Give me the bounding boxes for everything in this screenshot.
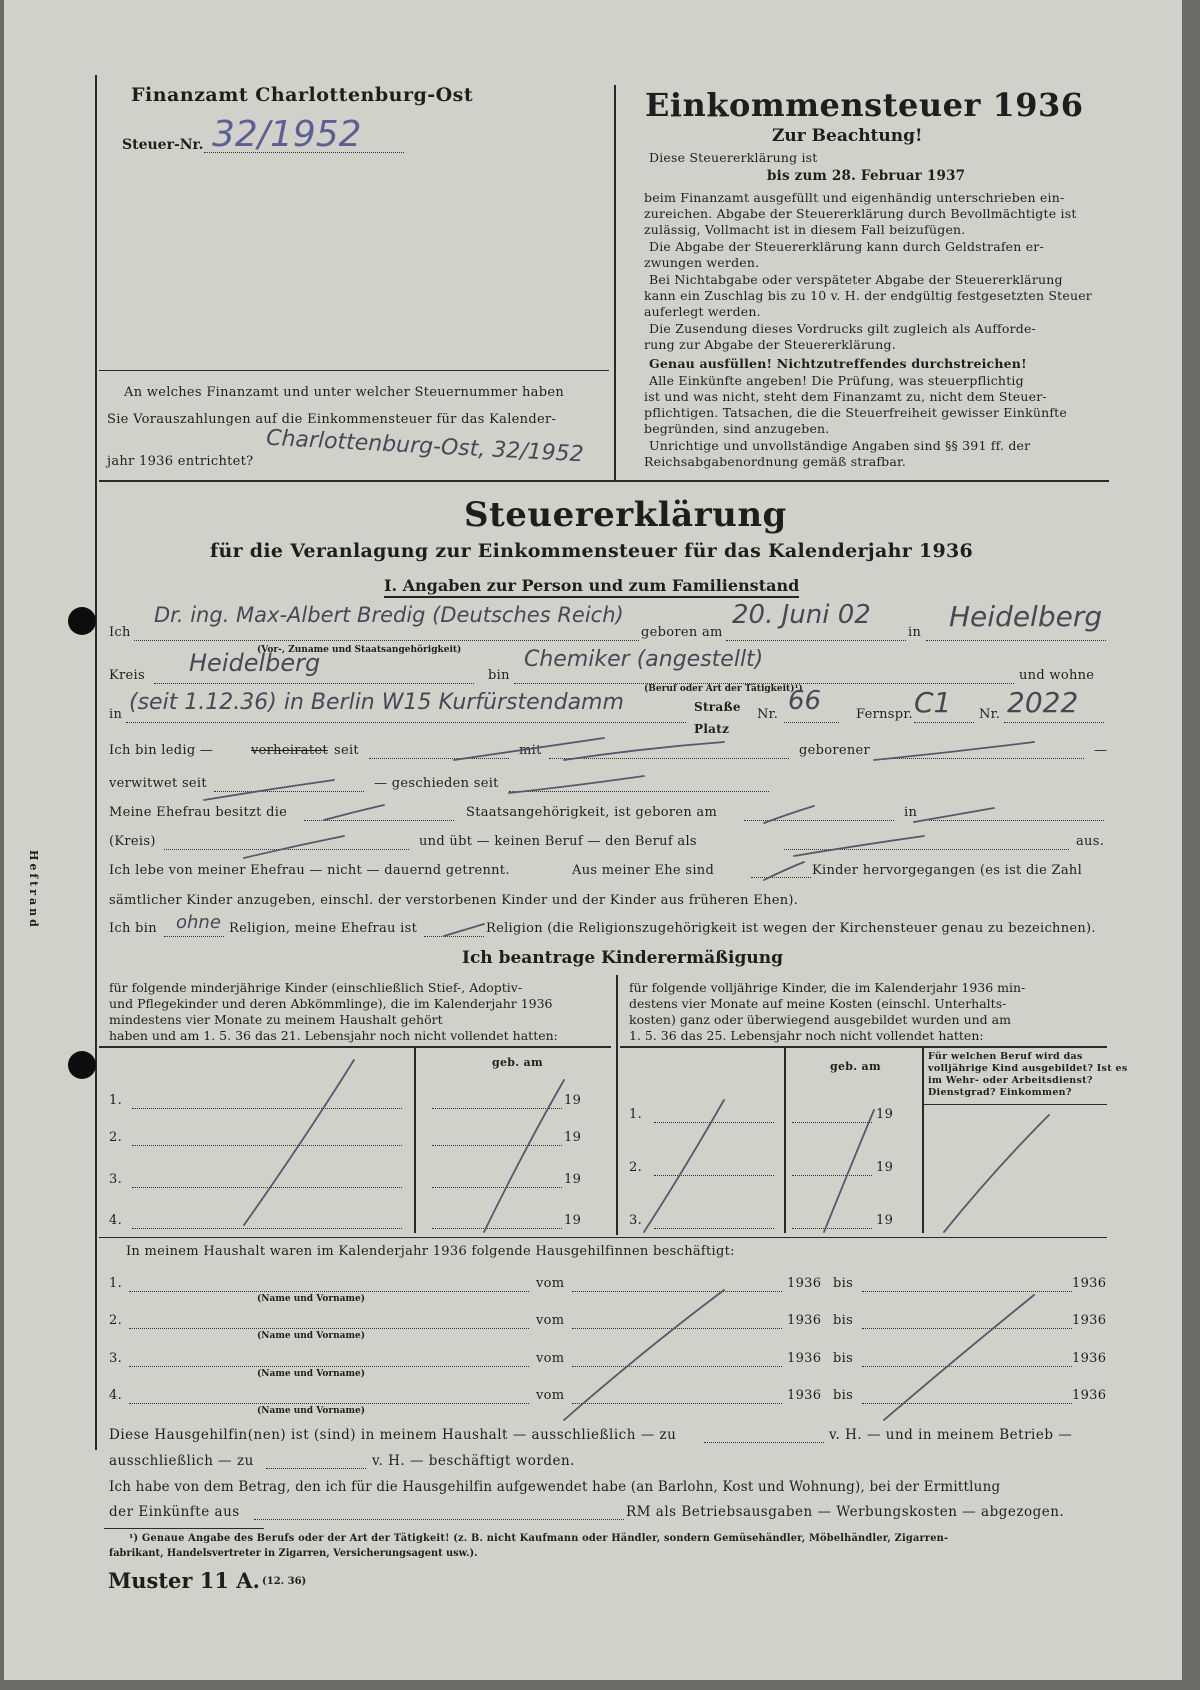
form-title: Steuererklärung [464, 495, 787, 535]
children-bottom-rule [99, 1237, 1107, 1238]
geborener-label: geborener [799, 743, 871, 758]
adult-row-num: 1. [629, 1107, 643, 1122]
house-number: 66 [788, 686, 822, 716]
minor-row-dots [132, 1228, 402, 1229]
adult-year-prefix: 19 [876, 1213, 894, 1228]
notice-line: beim Finanzamt ausgefüllt und eigenhändig unterschrieben ein- [644, 190, 1065, 205]
helper-vom: vom [536, 1313, 565, 1328]
helper-name-dots [129, 1291, 529, 1292]
birth-date-dots [726, 640, 906, 641]
born-label: geboren am [641, 625, 723, 640]
minor-year-prefix: 19 [564, 1130, 582, 1145]
children-note-cont: sämtlicher Kinder anzugeben, einschl. der verstorbenen Kinder und der Kinder aus früheren Ehen). [109, 893, 799, 908]
adult-col3-header: volljährige Kind ausgebildet? Ist es [928, 1063, 1128, 1074]
tax-no-label: Steuer-Nr. [122, 137, 204, 153]
helper-name-dots [129, 1328, 529, 1329]
adult-col3-header: im Wehr- oder Arbeitsdienst? [928, 1075, 1093, 1086]
children-note-label: Kinder hervorgegangen (es ist die Zahl [812, 863, 1083, 878]
margin-label: Heftrand [27, 850, 40, 930]
minor-row-num: 2. [109, 1130, 123, 1145]
helper-to-dots [862, 1366, 1072, 1367]
name-caption: (Vor-, Zuname und Staatsangehörigkeit) [257, 645, 462, 655]
residence-value: (seit 1.12.36) in Berlin W15 Kurfürstendamm [129, 690, 624, 715]
religion-label: Ich bin [109, 921, 157, 936]
helper-from-dots [572, 1328, 782, 1329]
children-divider [616, 975, 618, 1235]
verwitwet-label: verwitwet seit [109, 776, 207, 791]
helper-to-dots [862, 1328, 1072, 1329]
ich-label: Ich [109, 625, 131, 640]
religion-value: ohne [176, 912, 221, 933]
adult-row-dots [654, 1175, 774, 1176]
prior-q-line3: jahr 1936 entrichtet? [107, 454, 254, 469]
helper-name-dots [129, 1366, 529, 1367]
verheiratet-label: verheiratet [251, 743, 328, 758]
minor-date-dots [432, 1228, 562, 1229]
form-subtitle: für die Veranlagung zur Einkommensteuer für das Kalenderjahr 1936 [210, 540, 974, 562]
minor-table-rule [99, 1046, 611, 1048]
wife-place-dots [929, 820, 1104, 821]
adult-row-dots [654, 1228, 774, 1229]
name-dots [134, 640, 639, 641]
strasse-label: Straße [694, 700, 741, 714]
geborener-dots [884, 758, 1084, 759]
adult-col-divider [784, 1048, 786, 1233]
helper-cost-line2: der Einkünfte aus [109, 1504, 240, 1520]
religion-note: Religion (die Religionszugehörigkeit ist wegen der Kirchensteuer genau zu bezeichnen). [486, 921, 1096, 936]
minor-year-prefix: 19 [564, 1172, 582, 1187]
phone-label: Fernspr. [856, 707, 913, 722]
minor-date-dots [432, 1187, 562, 1188]
verwitwet-dots [214, 791, 364, 792]
notice-line: Diese Steuererklärung ist [649, 150, 818, 165]
helper-employment-line2b: v. H. — beschäftigt worden. [372, 1453, 575, 1469]
helper-to-dots [862, 1403, 1072, 1404]
minor-row-num: 1. [109, 1093, 123, 1108]
kreis-wife-label: (Kreis) [109, 834, 156, 849]
adult-text: 1. 5. 36 das 25. Lebensjahr noch nicht vollendet hatten: [629, 1028, 984, 1043]
notice-line: rung zur Abgabe der Steuererklärung. [644, 337, 896, 352]
minor-text: mindestens vier Monate zu meinem Haushalt gehört [109, 1012, 443, 1027]
prior-q-line1: An welches Finanzamt und unter welcher Steuernummer haben [124, 385, 565, 400]
wife-religion-label: Religion, meine Ehefrau ist [229, 921, 418, 936]
adult-col3-header: Für welchen Beruf wird das [928, 1051, 1083, 1062]
helper-bis: bis [833, 1388, 854, 1403]
wife-religion-dots [424, 936, 484, 937]
platz-label: Platz [694, 722, 730, 736]
adult-row-num: 3. [629, 1213, 643, 1228]
adult-date-dots [792, 1122, 872, 1123]
taxpayer-name: Dr. ing. Max-Albert Bredig (Deutsches Reich) [154, 603, 624, 627]
house-no-dots [784, 722, 839, 723]
prior-payments-rule [99, 370, 609, 371]
seit-label: seit [334, 743, 359, 758]
notice-line: zulässig, Vollmacht ist in diesem Fall beizufügen. [644, 222, 966, 237]
helper-year-end: 1936 [1072, 1388, 1107, 1403]
notice-line: Reichsabgabenordnung gemäß strafbar. [644, 454, 907, 469]
wife-in-label: in [904, 805, 918, 820]
children-title: Ich beantrage Kinderermäßigung [462, 948, 783, 968]
helper-cost-line2b: RM als Betriebsausgaben — Werbungskosten — abgezogen. [626, 1504, 1065, 1520]
tax-office-name: Finanzamt Charlottenburg-Ost [131, 84, 474, 106]
helper-bis: bis [833, 1276, 854, 1291]
notice-line: Alle Einkünfte angeben! Die Prüfung, was steuerpflichtig [649, 373, 1024, 388]
wife-citizenship-dots [304, 820, 454, 821]
adult-table-rule [620, 1046, 1107, 1048]
helper-year-end: 1936 [1072, 1351, 1107, 1366]
footnote-rule [104, 1528, 264, 1529]
footnote-line1: ¹) Genaue Angabe des Berufs oder der Art der Tätigkeit! (z. B. nicht Kaufmann oder Händler, sondern Gemüsehändler, Möbelhändler, Zigarren- [129, 1533, 949, 1544]
prior-q-line2: Sie Vorauszahlungen auf die Einkommensteuer für das Kalender- [107, 412, 557, 427]
kreis-wife-dots [164, 849, 409, 850]
kreis-value: Heidelberg [189, 649, 321, 677]
minor-row-num: 3. [109, 1172, 123, 1187]
minor-row-dots [132, 1145, 402, 1146]
helper-row-num: 3. [109, 1351, 123, 1366]
helper-to-dots [862, 1291, 1072, 1292]
adult-year-prefix: 19 [876, 1160, 894, 1175]
helper-percent-dots [704, 1442, 824, 1443]
nr-label: Nr. [757, 707, 779, 722]
geschieden-dots [509, 791, 769, 792]
residence-dots [126, 722, 686, 723]
footnote-line2: fabrikant, Handelsvertreter in Zigarren, Versicherungsagent usw.). [109, 1548, 478, 1559]
section-heading: I. Angaben zur Person und zum Familienstand [384, 576, 799, 598]
occupation-caption: (Beruf oder Art der Tätigkeit)¹) [644, 684, 803, 694]
helper-employment-line1b: v. H. — und in meinem Betrieb — [829, 1427, 1073, 1443]
minor-year-prefix: 19 [564, 1093, 582, 1108]
helper-employment-line1: Diese Hausgehilfin(nen) ist (sind) in meinem Haushalt — ausschließlich — zu [109, 1427, 677, 1443]
notice-line: auferlegt werden. [644, 304, 761, 319]
helper-year-end: 1936 [1072, 1276, 1107, 1291]
occupation-value: Chemiker (angestellt) [524, 647, 764, 672]
adult-year-prefix: 19 [876, 1107, 894, 1122]
wife-citizenship-label: Meine Ehefrau besitzt die [109, 805, 288, 820]
helpers-intro: In meinem Haushalt waren im Kalenderjahr 1936 folgende Hausgehilfinnen beschäftigt: [126, 1244, 735, 1259]
children-count-label: Aus meiner Ehe sind [572, 863, 715, 878]
helper-cost-line1: Ich habe von dem Betrag, den ich für die Hausgehilfin aufgewendet habe (an Barlohn, Kost und Wohnung), bei der Ermittlung [109, 1479, 1001, 1495]
notice-line: zureichen. Abgabe der Steuererklärung durch Bevollmächtigte ist [644, 206, 1077, 221]
helper-year: 1936 [787, 1276, 822, 1291]
helper-name-dots [129, 1403, 529, 1404]
helper-row-num: 2. [109, 1313, 123, 1328]
notice-title: Einkommensteuer 1936 [645, 86, 1084, 124]
helper-cost-dots [254, 1519, 624, 1520]
adult-row-dots [654, 1122, 774, 1123]
adult-date-dots [792, 1175, 872, 1176]
helper-employment-line2: ausschließlich — zu [109, 1453, 254, 1469]
helper-name-caption: (Name und Vorname) [257, 1294, 365, 1304]
helper-row-num: 4. [109, 1388, 123, 1403]
minor-date-dots [432, 1108, 562, 1109]
minor-year-prefix: 19 [564, 1213, 582, 1228]
adult-col3-rule [924, 1104, 1107, 1105]
birth-place-dots [926, 640, 1106, 641]
line1-dash: — [1094, 743, 1108, 758]
helper-bis: bis [833, 1351, 854, 1366]
children-count-dots [751, 877, 811, 878]
separation-label: Ich lebe von meiner Ehefrau — nicht — dauernd getrennt. [109, 863, 510, 878]
in-label: in [908, 625, 922, 640]
left-frame-line [95, 75, 97, 1450]
minor-text: haben und am 1. 5. 36 das 21. Lebensjahr noch nicht vollendet hatten: [109, 1028, 558, 1043]
notice-line: pflichtigen. Tatsachen, die die Steuerfreiheit gewisser Einkünfte [644, 405, 1068, 420]
phone-nr-label: Nr. [979, 707, 1001, 722]
helper-name-caption: (Name und Vorname) [257, 1406, 365, 1416]
form-number: Muster 11 A. [108, 1568, 260, 1593]
adult-geb-am-header: geb. am [830, 1060, 881, 1073]
wife-job-label: und übt — keinen Beruf — den Beruf als [419, 834, 697, 849]
helper-from-dots [572, 1291, 782, 1292]
notice-subtitle: Zur Beachtung! [772, 126, 923, 146]
notice-line: begründen, sind anzugeben. [644, 421, 830, 436]
helper-year: 1936 [787, 1313, 822, 1328]
mit-label: mit [519, 743, 542, 758]
seit-dots [369, 758, 509, 759]
adult-col-divider [922, 1048, 924, 1233]
kreis-dots [154, 683, 474, 684]
minor-row-num: 4. [109, 1213, 123, 1228]
birth-date: 20. Juni 02 [732, 600, 871, 630]
wife-born-label: Staatsangehörigkeit, ist geboren am [466, 805, 718, 820]
notice-line: zwungen werden. [644, 255, 760, 270]
kreis-label: Kreis [109, 668, 145, 683]
notice-line: kann ein Zuschlag bis zu 10 v. H. der endgültig festgesetzten Steuer [644, 288, 1092, 303]
phone-no-dots [1004, 722, 1104, 723]
adult-text: für folgende volljährige Kinder, die im Kalenderjahr 1936 min- [629, 980, 1026, 995]
adult-row-num: 2. [629, 1160, 643, 1175]
helper-vom: vom [536, 1276, 565, 1291]
punch-hole-top [68, 607, 96, 635]
religion-dots [164, 936, 224, 937]
wife-job-dots [784, 849, 1069, 850]
form-date: (12. 36) [262, 1576, 307, 1587]
geschieden-label: — geschieden seit [374, 776, 499, 791]
mit-dots [549, 758, 789, 759]
helper-from-dots [572, 1366, 782, 1367]
minor-date-dots [432, 1145, 562, 1146]
notice-emphasis: Genau ausfüllen! Nichtzutreffendes durchstreichen! [649, 356, 1027, 371]
helper-row-num: 1. [109, 1276, 123, 1291]
wife-born-dots [744, 820, 894, 821]
phone-exchange-dots [914, 722, 974, 723]
birth-place: Heidelberg [949, 600, 1103, 633]
adult-col3-header: Dienstgrad? Einkommen? [928, 1087, 1072, 1098]
helper-name-caption: (Name und Vorname) [257, 1331, 365, 1341]
tax-no-dots [204, 152, 404, 153]
minor-text: und Pflegekinder und deren Abkömmlinge), die im Kalenderjahr 1936 [109, 996, 553, 1011]
notice-line: Unrichtige und unvollständige Angaben sind §§ 391 ff. der [649, 438, 1031, 453]
tax-form-sheet [4, 0, 1182, 1680]
minor-text: für folgende minderjährige Kinder (einschließlich Stief-, Adoptiv- [109, 980, 523, 995]
minor-row-dots [132, 1187, 402, 1188]
phone-exchange: C1 [914, 686, 952, 719]
minor-row-dots [132, 1108, 402, 1109]
notice-line: ist und was nicht, steht dem Finanzamt zu, nicht dem Steuer- [644, 389, 1047, 404]
tax-no-value: 32/1952 [212, 114, 362, 155]
adult-date-dots [792, 1228, 872, 1229]
notice-line: Die Abgabe der Steuererklärung kann durch Geldstrafen er- [649, 239, 1044, 254]
punch-hole-bottom [68, 1051, 96, 1079]
adult-text: kosten) ganz oder überwiegend ausgebildet wurden und am [629, 1012, 1011, 1027]
bin-label: bin [488, 668, 510, 683]
prior-office-answer: Charlottenburg-Ost, 32/1952 [265, 425, 585, 468]
helper-vom: vom [536, 1388, 565, 1403]
helper-year: 1936 [787, 1351, 822, 1366]
helper-year-end: 1936 [1072, 1313, 1107, 1328]
helper-vom: vom [536, 1351, 565, 1366]
helper-bis: bis [833, 1313, 854, 1328]
center-divider [614, 85, 616, 480]
in-residence-label: in [109, 707, 123, 722]
und-wohne-label: und wohne [1019, 668, 1095, 683]
minor-geb-am-header: geb. am [492, 1056, 543, 1069]
header-bottom-rule [99, 480, 1109, 482]
adult-text: destens vier Monate auf meine Kosten (einschl. Unterhalts- [629, 996, 1007, 1011]
notice-deadline: bis zum 28. Februar 1937 [767, 168, 966, 184]
ledig-label: Ich bin ledig — [109, 743, 214, 758]
helper-name-caption: (Name und Vorname) [257, 1369, 365, 1379]
helper-from-dots [572, 1403, 782, 1404]
helper-year: 1936 [787, 1388, 822, 1403]
notice-line: Die Zusendung dieses Vordrucks gilt zugleich als Aufforde- [649, 321, 1036, 336]
minor-col-divider [414, 1048, 416, 1233]
helper-percent2-dots [266, 1468, 366, 1469]
aus-label: aus. [1076, 834, 1105, 849]
notice-line: Bei Nichtabgabe oder verspäteter Abgabe der Steuererklärung [649, 272, 1063, 287]
phone-number: 2022 [1007, 686, 1079, 719]
